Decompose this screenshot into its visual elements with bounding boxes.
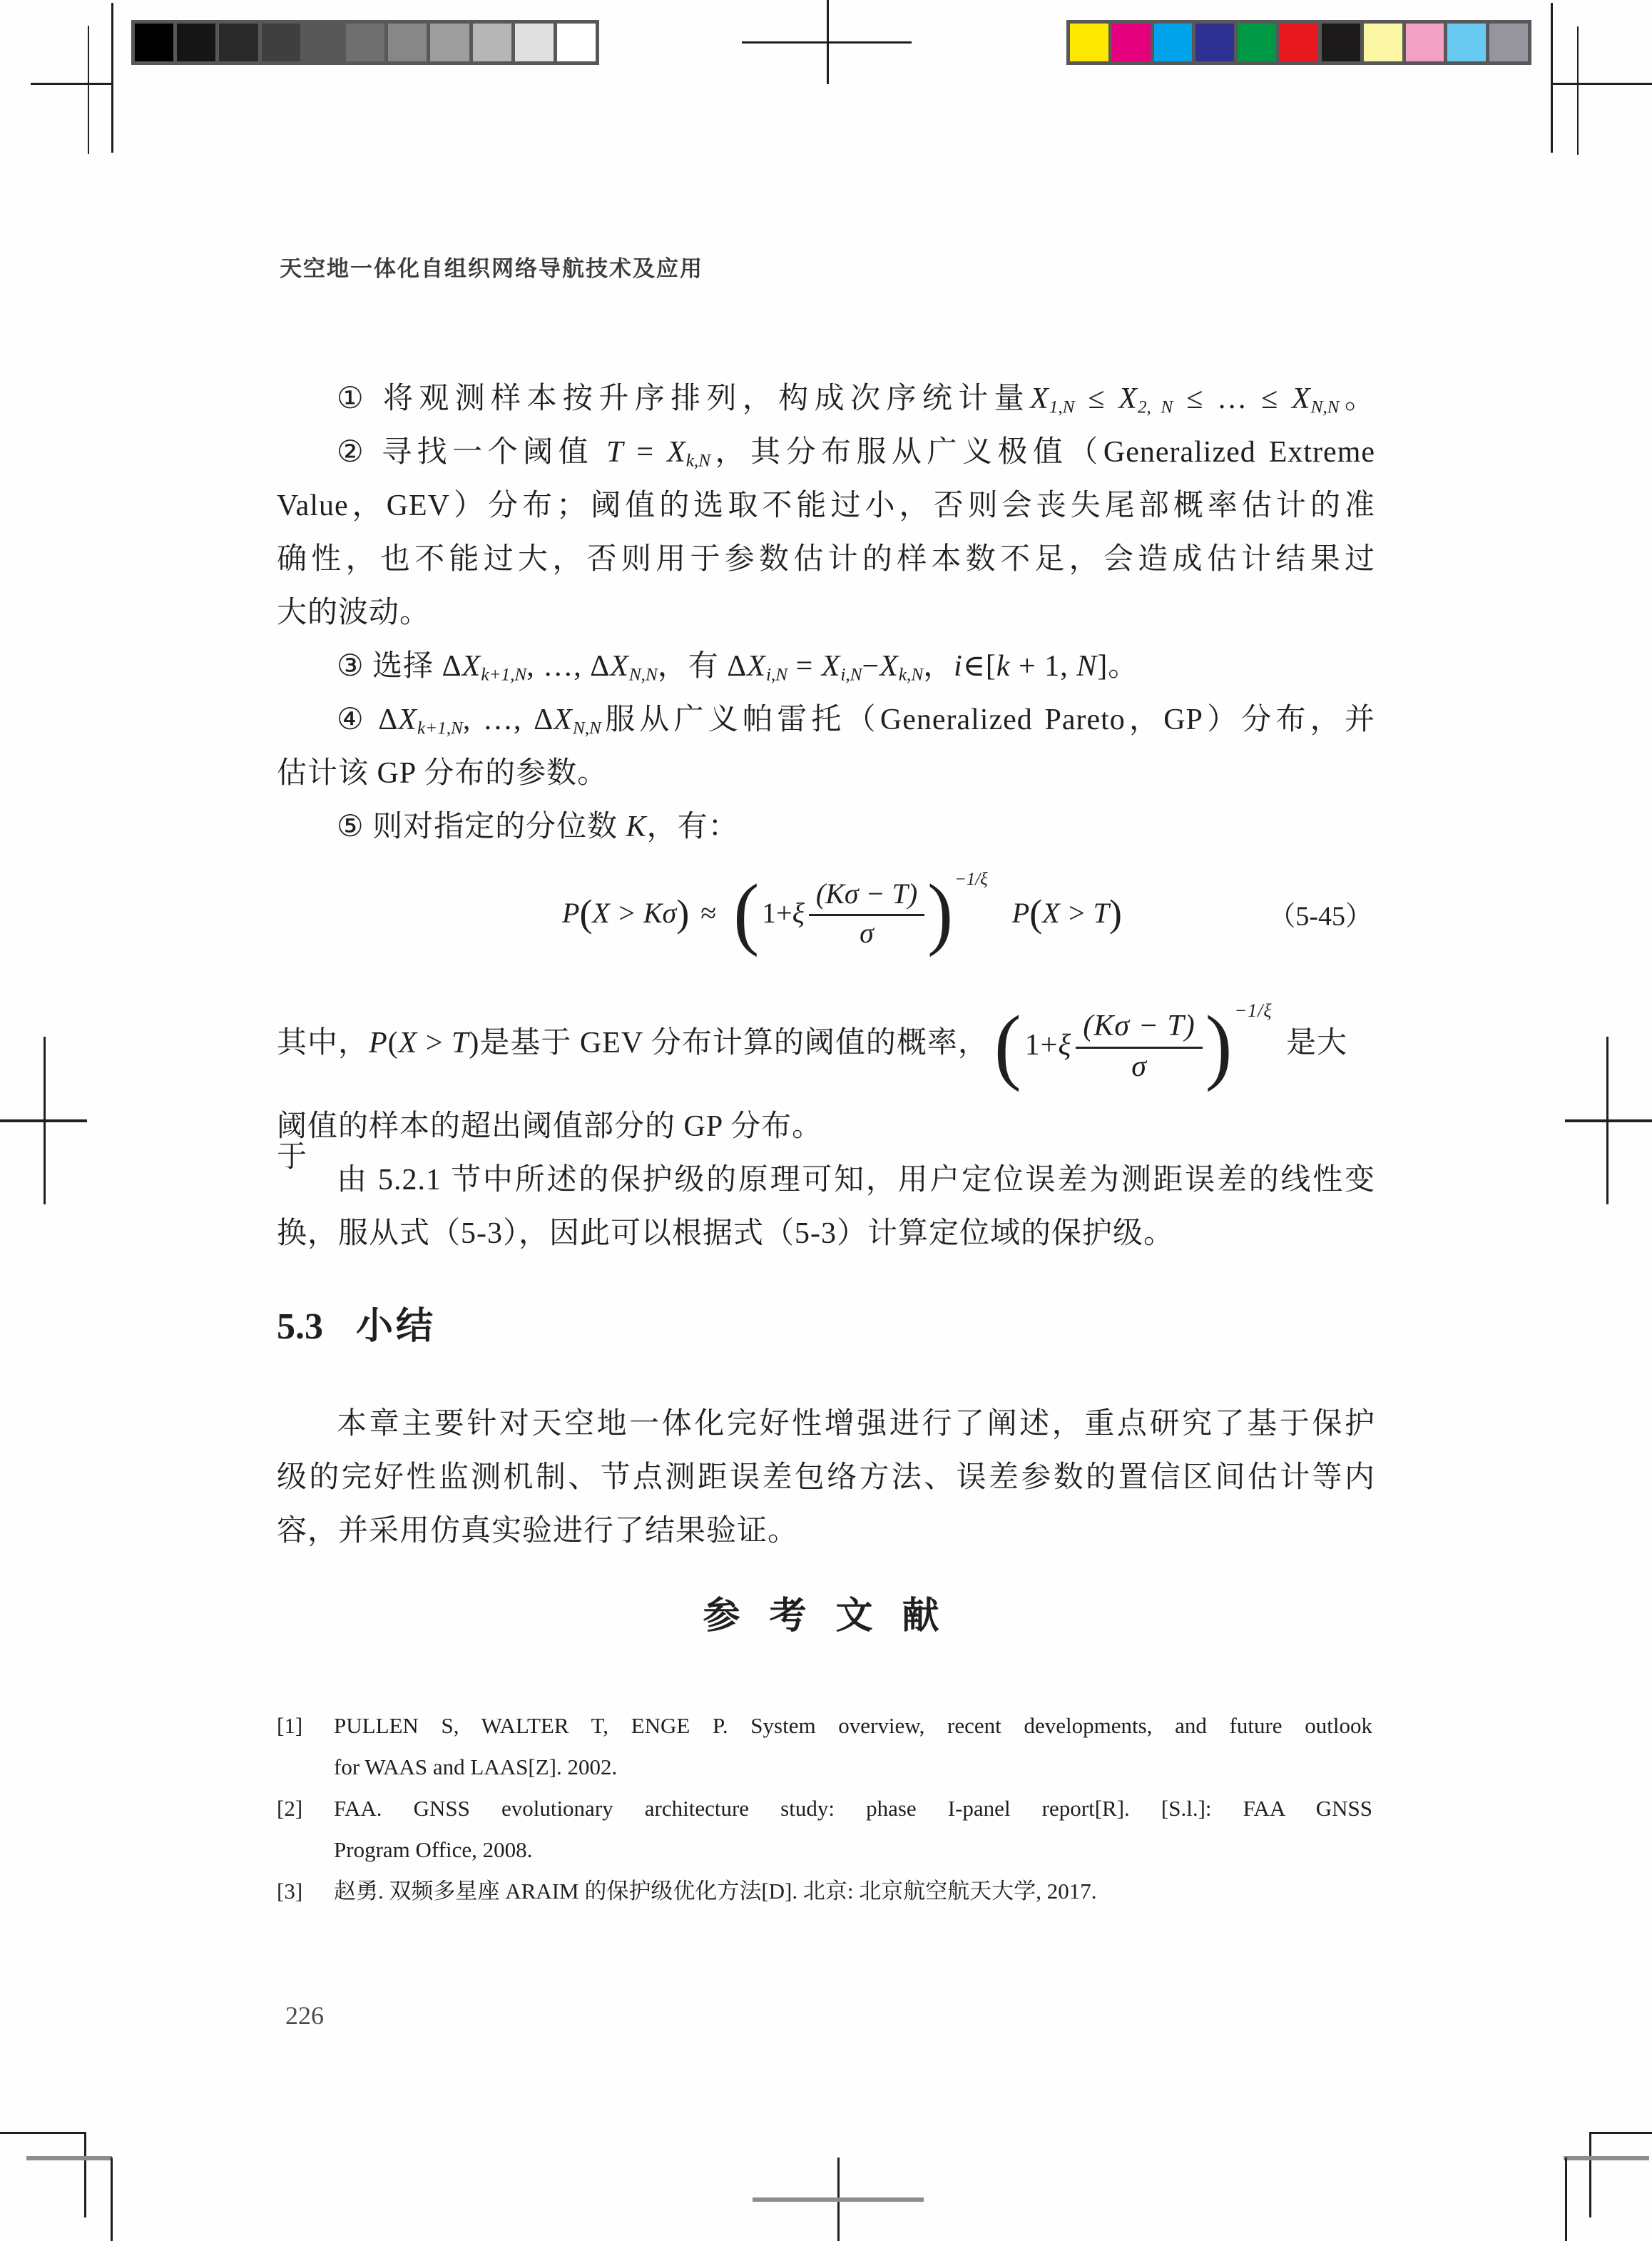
text-segment: = (787, 650, 822, 683)
text-segment: ⑤ 则对指定的分位数 (337, 810, 626, 843)
math-symbol: i (954, 650, 963, 683)
text-segment: 由 5.2.1 节中所述的保护级的原理可知，用户定位误差为测距误差的线性变 (337, 1164, 1375, 1196)
text-line (277, 1154, 1375, 1207)
text-segment: 估计该 GP 分布的参数。 (277, 757, 608, 790)
text-segment: ]。 (1097, 650, 1139, 683)
color-swatch (1406, 24, 1444, 61)
references-heading: 参 考 文 献 (703, 1596, 949, 1637)
text-segment: ( (387, 1027, 399, 1059)
crop-mark (84, 2132, 86, 2217)
color-swatch (1154, 24, 1193, 61)
text-line (277, 747, 1375, 801)
text-segment: ① 将观测样本按升序排列，构成次序统计量 (337, 382, 1031, 415)
math-symbol: X (462, 650, 481, 683)
crop-mark (0, 2132, 86, 2134)
text-segment: ≤ (1074, 382, 1119, 415)
grayscale-swatch (219, 24, 258, 61)
reference-text: 赵勇. 双频多星座 ARAIM 的保护级优化方法[D]. 北京: 北京航空航天大学, 2017. (334, 1879, 1097, 1904)
math-symbol: X > Kσ (592, 896, 677, 929)
color-swatch (1280, 24, 1318, 61)
math-symbol: k (996, 650, 1011, 683)
summary-paragraph (277, 1398, 1375, 1558)
math-part: 1+ (762, 896, 792, 929)
text-segment: − (862, 650, 880, 683)
color-swatch (1364, 24, 1402, 61)
text-segment: ③ 选择 Δ (337, 650, 462, 683)
math-part: 1+ (1024, 1029, 1059, 1062)
math-symbol: X (1118, 382, 1138, 415)
page-number: 226 (285, 2001, 324, 2030)
text-segment: 确性，也不能过大，否则用于参数估计的样本数不足，会造成估计结果过 (277, 543, 1375, 576)
math-symbol: X (554, 703, 573, 736)
math-part (762, 878, 924, 947)
math-symbol: X (667, 436, 686, 469)
math-part (809, 878, 924, 947)
reference-text: Program Office, 2008. (334, 1837, 533, 1862)
math-symbol: k,N (898, 665, 924, 685)
color-swatch (1112, 24, 1151, 61)
crop-mark (1551, 3, 1553, 153)
gp-expression (994, 998, 1273, 1093)
text-line (277, 1398, 1375, 1451)
registration-cross (1565, 1119, 1652, 1122)
section-heading (277, 1304, 1375, 1349)
text-line (277, 426, 1375, 479)
text-segment: 是大于 (277, 1027, 1348, 1174)
math-part: ) (927, 868, 954, 957)
text-segment: 大的波动。 (277, 596, 431, 629)
crop-mark (31, 83, 112, 85)
equation-body (562, 868, 1122, 957)
math-part (1025, 1010, 1203, 1082)
text-segment: ≤ … ≤ (1173, 382, 1292, 415)
crop-mark (88, 26, 89, 154)
math-part: (Kσ − T) (809, 878, 924, 916)
color-calibration-bar (1066, 20, 1531, 65)
text-segment: 容，并采用仿真实验进行了结果验证。 (277, 1515, 799, 1548)
text-segment: 服从广义帕雷托（Generalized Pareto，GP）分布，并 (601, 703, 1376, 736)
math-symbol: k+1,N (481, 665, 527, 685)
math-symbol: K (626, 810, 647, 843)
text-line (277, 1451, 1375, 1505)
text-segment: ④ Δ (337, 703, 399, 736)
text-segment: 。 (1339, 382, 1375, 415)
math-symbol: P (562, 896, 580, 929)
math-symbol: P (369, 1027, 388, 1059)
gp-expression (733, 868, 988, 957)
text-segment: 阈值的样本的超出阈值部分的 GP 分布。 (277, 1110, 823, 1143)
text-line (277, 533, 1375, 586)
text-line (277, 372, 1375, 426)
text-line (277, 801, 1375, 854)
grayscale-swatch (177, 24, 215, 61)
text-segment: Value，GEV）分布；阈值的选取不能过小，否则会丧失尾部概率估计的准 (277, 489, 1375, 522)
paren: ) (676, 891, 690, 935)
text-line (277, 1207, 1375, 1261)
math-symbol: X (879, 650, 899, 683)
math-symbol: N (1076, 650, 1098, 683)
math-symbol: 2, N (1137, 397, 1173, 417)
reference-line (277, 1829, 1375, 1871)
crop-mark (1565, 2158, 1567, 2241)
math-part: −1/ξ (1234, 1000, 1273, 1022)
text-segment: > (417, 1027, 452, 1059)
text-segment: ，有 Δ (657, 650, 748, 683)
section-title: 小结 (356, 1306, 437, 1347)
text-segment: ，有： (646, 810, 739, 843)
running-header: 天空地一体化自组织网络导航技术及应用 (280, 256, 703, 281)
math-part: σ (860, 917, 874, 949)
math-symbol: X (398, 1027, 418, 1059)
reference-line (277, 1747, 1375, 1788)
text-line (277, 1100, 1375, 1154)
math-symbol: k,N (685, 451, 711, 471)
text-line (277, 693, 1375, 747)
paren: ( (1029, 891, 1043, 935)
text-line (277, 1505, 1375, 1558)
text-segment: , …, Δ (462, 703, 554, 736)
text-segment: = (623, 436, 668, 469)
crop-mark (1589, 2132, 1591, 2217)
math-symbol: 1,N (1049, 397, 1075, 417)
equation-number: （5-45） (1268, 901, 1372, 931)
math-symbol: i,N (840, 665, 862, 685)
crop-mark (26, 2156, 112, 2160)
text-segment: 换，服从式（5-3），因此可以根据式（5-3）计算定位域的保护级。 (277, 1217, 1174, 1250)
reference-text: PULLEN S, WALTER T, ENGE P. System overview, recent developments, and future outlook (334, 1713, 1372, 1738)
math-symbol: N,N (628, 665, 658, 685)
equation-expression-slot (728, 868, 994, 957)
grayscale-swatch (304, 24, 342, 61)
references-list (277, 1705, 1375, 1912)
grayscale-calibration-bar (131, 20, 599, 65)
reference-label: [3] (277, 1879, 303, 1904)
crop-mark (1551, 83, 1652, 85)
text-segment: 其中， (277, 1027, 369, 1059)
math-part: (Kσ − T) (1076, 1010, 1202, 1049)
reference-line (277, 1871, 1375, 1912)
crop-mark (1577, 26, 1579, 155)
math-part: σ (1131, 1050, 1147, 1083)
text-segment: ， (923, 650, 954, 683)
registration-cross (742, 41, 912, 44)
reference-text: FAA. GNSS evolutionary architecture study: phase I-panel report[R]. [S.l.]: FAA GNSS (334, 1796, 1372, 1821)
crop-mark (111, 2158, 113, 2241)
registration-cross (753, 2197, 924, 2202)
math-part: ( (994, 998, 1022, 1093)
text-column (277, 372, 1375, 1912)
text-segment: 本章主要针对天空地一体化完好性增强进行了阐述，重点研究了基于保护 (337, 1408, 1375, 1440)
text-line (277, 479, 1375, 533)
color-swatch (1238, 24, 1276, 61)
text-line (277, 640, 1375, 693)
color-swatch (1322, 24, 1360, 61)
math-symbol: N,N (572, 718, 601, 738)
math-part: −1/ξ (954, 869, 988, 889)
color-swatch (1489, 24, 1528, 61)
grayscale-swatch (346, 24, 384, 61)
text-segment: ∈[ (962, 650, 996, 683)
grayscale-swatch (515, 24, 554, 61)
math-symbol: P (1011, 896, 1030, 929)
text-segment: )是基于 GEV 分布计算的阈值的概率， (469, 1027, 989, 1059)
registration-cross (0, 1119, 87, 1122)
crop-mark (1564, 2156, 1649, 2160)
reference-text: for WAAS and LAAS[Z]. 2002. (334, 1754, 618, 1779)
grayscale-swatch (262, 24, 300, 61)
grayscale-swatch (430, 24, 469, 61)
math-symbol: X (610, 650, 629, 683)
text-segment: ② 寻找一个阈值 (337, 436, 607, 469)
color-swatch (1070, 24, 1108, 61)
body-block-b (277, 986, 1375, 1261)
math-symbol: X (1030, 382, 1049, 415)
crop-mark (111, 3, 113, 153)
paren: ) (1108, 891, 1122, 935)
grayscale-swatch (473, 24, 511, 61)
crop-mark (1589, 2132, 1652, 2134)
math-symbol: X (398, 703, 417, 736)
equation-rhs (1011, 891, 1122, 935)
text-line (277, 586, 1375, 640)
math-symbol: i,N (765, 665, 788, 685)
equation-lhs (562, 891, 690, 935)
math-part: ) (1205, 998, 1233, 1093)
equation-5-45 (277, 854, 1375, 972)
math-symbol: N,N (1310, 397, 1340, 417)
reference-line (277, 1788, 1375, 1829)
math-symbol: T (606, 436, 624, 469)
text-segment: 级的完好性监测机制、节点测距误差包络方法、误差参数的置信区间估计等内 (277, 1461, 1375, 1494)
grayscale-swatch (388, 24, 427, 61)
math-part (1076, 1010, 1202, 1082)
math-part: ( (733, 868, 760, 957)
text-segment: , …, Δ (526, 650, 611, 683)
math-symbol: X > T (1042, 896, 1109, 929)
math-symbol: k+1,N (417, 718, 463, 738)
text-segment: + 1, (1010, 650, 1077, 683)
body-block-a (277, 372, 1375, 854)
math-part: ξ (792, 896, 805, 929)
section-number: 5.3 (277, 1306, 323, 1347)
reference-line (277, 1705, 1375, 1747)
paren: ( (579, 891, 593, 935)
math-symbol: X (821, 650, 841, 683)
grayscale-swatch (557, 24, 596, 61)
math-symbol: T (452, 1027, 469, 1059)
math-part: ξ (1058, 1029, 1072, 1062)
reference-label: [2] (277, 1796, 303, 1821)
reference-label: [1] (277, 1713, 303, 1738)
grayscale-swatch (135, 24, 173, 61)
math-symbol: X (747, 650, 766, 683)
color-swatch (1195, 24, 1234, 61)
math-symbol: X (1292, 382, 1311, 415)
text-segment: ，其分布服从广义极值（Generalized Extreme (710, 436, 1376, 469)
approx-symbol: ≈ (700, 896, 717, 929)
color-swatch (1447, 24, 1486, 61)
